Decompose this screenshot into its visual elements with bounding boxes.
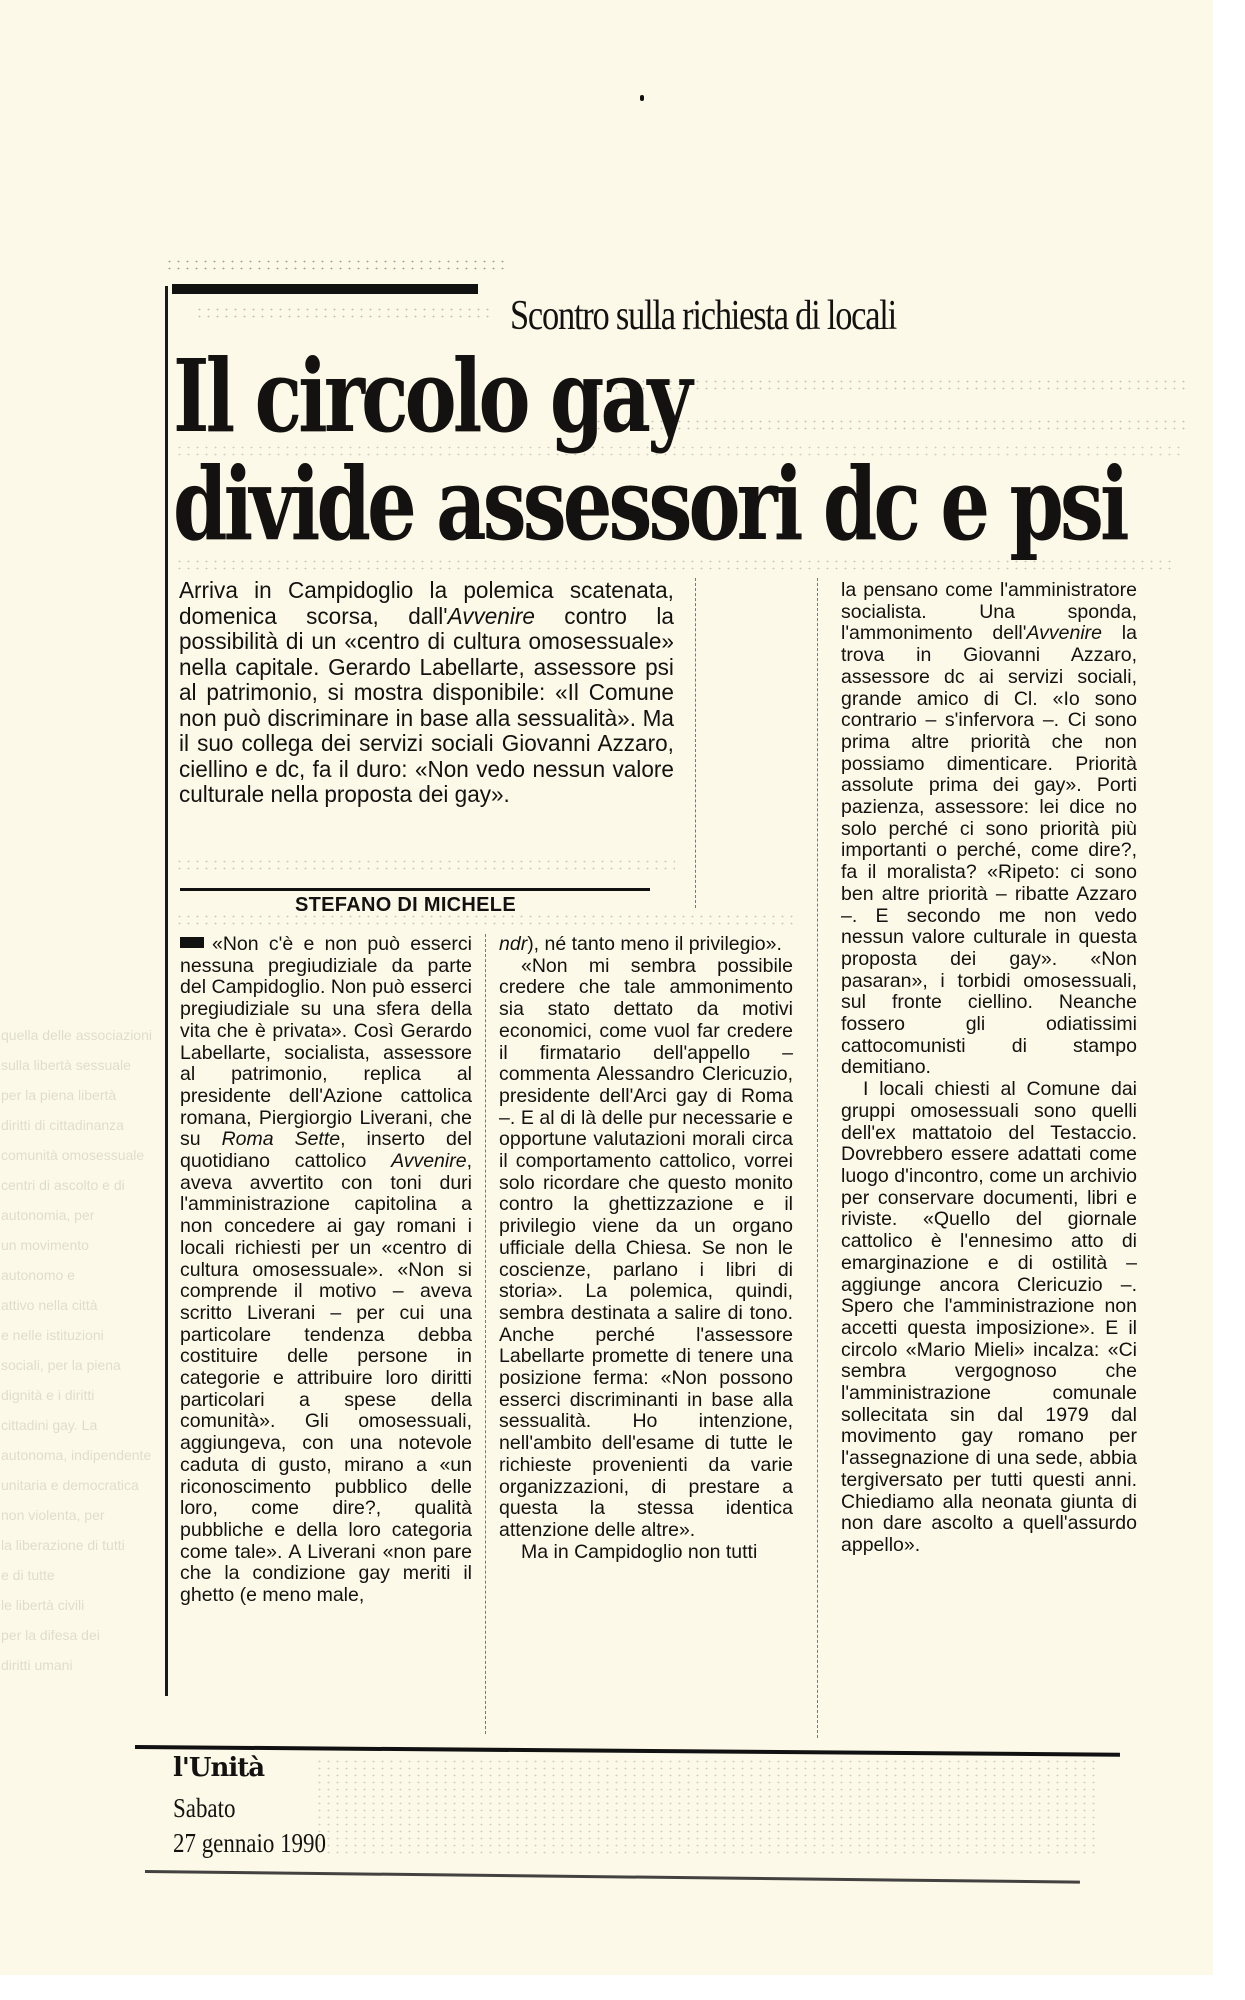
top-rule [172, 284, 478, 294]
bleed-line: unitaria e democratica [1, 1477, 139, 1493]
bleed-line: autonomia, per [1, 1207, 95, 1223]
body-column-3 [841, 580, 1137, 1557]
bleed-through-text [1, 1020, 176, 1680]
column-separator [695, 578, 696, 908]
bleed-line: e nelle istituzioni [1, 1327, 104, 1343]
paragraph-text: «Non c'è e non può esserci nessuna pregiudiziale da parte del Campidoglio. Non può esserci pregiudiziale su una sfera della vita che è privata». Così Gerardo Labellarte, socialista, assessore al patrimonio, replica al presidente dell'Azione cattolica romana, Piergiorgio Liverani, che su [180, 933, 472, 1151]
bleed-line: sociali, per la piena [1, 1357, 121, 1373]
paragraph-text: la trova in Giovanni Azzaro, assessore dc ai servizi sociali, grande amico di Cl. «Io sono contrario – s'infervora –. Ci sono prima altre priorità che non possiamo dimenticare. Priorità assolute prima dei gay». Porti pazienza, assessore: lei dice no solo perché ci sono priorità più importanti o perché, come dire?, fa il moralista? «Ripeto: ci sono ben altre priorità – ribatte Azzaro –. E secondo me non vedo nessun valore culturale in questa proposta dei gay». «Non pasaran», i torbidi omosessuali, sul fronte ciellino. Neanche fossero gli odiatissimi cattocomunisti di stampo demitiano. [841, 622, 1137, 1079]
bleed-line: un movimento [1, 1237, 89, 1253]
headline-line-1: Il circolo gay [173, 337, 689, 455]
paragraph-text: ), né tanto meno il privilegio». [527, 933, 782, 955]
print-noise [175, 858, 675, 872]
lead-italic-avvenire: Avvenire [447, 602, 535, 629]
bleed-line: le libertà civili [1, 1597, 85, 1613]
clipping-border [165, 286, 168, 1696]
print-noise [165, 258, 505, 272]
lead-text: Arriva in Campidoglio la polemica scatenata, domenica scorsa, dall' [179, 577, 674, 629]
bleed-line: non violenta, per [1, 1507, 105, 1523]
kicker: Scontro sulla richiesta di locali [510, 293, 896, 339]
paragraph [180, 934, 472, 1607]
bleed-line: diritti di cittadinanza [1, 1117, 124, 1133]
bleed-line: attivo nella città [1, 1297, 98, 1313]
paragraph-text: la pensano come l'amministratore socialista. Una sponda, l'ammonimento dell' [841, 579, 1137, 645]
paragraph [841, 580, 1137, 1079]
bleed-line: per la piena libertà [1, 1087, 117, 1103]
paragraph-text: , inserto del quotidiano cattolico [180, 1128, 473, 1173]
bleed-line: autonoma, indipendente [1, 1447, 152, 1463]
stray-ink-mark [640, 95, 644, 101]
print-noise [315, 1758, 1095, 1858]
bleed-line: centri di ascolto e di [1, 1177, 125, 1193]
lead-text: contro la possibilità di un «centro di cultura omosessuale» nella capitale. Gerardo Labellarte, assessore psi al patrimonio, si mostra disponibile: «Il Comune non può discriminare in base alla sessualità». Ma il suo collega dei servizi sociali Giovanni Azzaro, ciellino e dc, fa il duro: «Non vedo nessun valore culturale nella proposta dei gay». [179, 602, 674, 807]
italic-ndr: ndr [499, 933, 528, 955]
bleed-line: sulla libertà sessuale [1, 1057, 131, 1073]
byline: STEFANO DI MICHELE [295, 894, 516, 916]
paragraph [499, 934, 793, 956]
bleed-line: e di tutte [1, 1567, 55, 1583]
bleed-line: diritti umani [1, 1657, 73, 1673]
column-separator [485, 934, 486, 1734]
bleed-line: comunità omosessuale [1, 1147, 145, 1163]
body-column-1 [180, 934, 472, 1607]
article-clipping [165, 258, 1210, 1918]
article-start-marker [180, 937, 204, 948]
column-separator [817, 578, 818, 1738]
bleed-line: la liberazione di tutti [1, 1537, 125, 1553]
headline-line-2: divide assessori dc e psi [173, 445, 1126, 563]
italic-avvenire: Avvenire [391, 1150, 467, 1173]
bleed-line: per la difesa dei [1, 1627, 100, 1643]
paragraph: I locali chiesti al Comune dai gruppi omosessuali sono quelli dell'ex mattatoio del Testaccio. Dovrebbero essere adattati come luogo d'incontro, come un archivio per conservare documenti, libri e riviste. «Quello del giornale cattolico è l'ennesimo atto di emarginazione e di ostilità – aggiunge ancora Clericuzio –. Spero che l'amministrazione non accetti questa imposizione». E il circolo «Mario Mieli» incalza: «Ci sembra vergognoso che l'amministrazione comunale sollecitata sin dal 1979 dal movimento gay romano per l'assegnazione di una sede, abbia tergiversato per tutti questi anni. Chiediamo alla neonata giunta di non dare ascolto a quell'assurdo appello». [841, 1078, 1137, 1556]
publication-date: 27 gennaio 1990 [173, 1828, 326, 1858]
bleed-line: autonomo e [1, 1267, 75, 1283]
publication-day: Sabato [173, 1793, 236, 1823]
body-column-2 [499, 934, 793, 1563]
print-noise [195, 306, 495, 320]
italic-roma-sette: Roma Sette [221, 1128, 341, 1151]
footer-rule-bottom [145, 1870, 1080, 1884]
paragraph: «Non mi sembra possibile credere che tale ammonimento sia stato dettato da motivi economici, come vuol far credere il firmatario dell'appello – commenta Alessandro Clericuzio, presidente dell'Arci gay di Roma –. E al di là delle pur necessarie e opportune valutazioni morali circa il comportamento cattolico, vorrei solo ricordare che questo monito contro la ghettizzazione e il privilegio viene da un organo ufficiale della Chiesa. Se non le coscienze, parlano i libri di storia». La polemica, quindi, sembra destinata a salire di tono. Anche perché l'assessore Labellarte promette di tenere una posizione ferma: «Non possono esserci discriminanti in base alla sessualità. Ho intenzione, nell'ambito dell'esame di tutte le richieste provenienti da varie organizzazioni, di prestare a questa la stessa identica attenzione delle altre». [499, 954, 793, 1541]
newspaper-name: l'Unità [173, 1753, 265, 1783]
bleed-line: dignità e i diritti [1, 1387, 95, 1403]
footer-rule-top [135, 1745, 1120, 1757]
paragraph: Ma in Campidoglio non tutti [521, 1540, 758, 1563]
lead-paragraph [179, 578, 674, 808]
italic-avvenire: Avvenire [1026, 622, 1102, 645]
paragraph-text: , aveva avvertito con toni duri l'amministrazione capitolina a non concedere ai gay romani i locali richiesti per un «centro di cultura omosessuale». «Non si comprende il motivo – aveva scritto Liverani – per cui una particolare tendenza debba costituire delle persone in categorie e attribuire loro diritti particolari a spese della comunità». Gli omosessuali, aggiungeva, con una notevole caduta di gusto, mirano a «un riconoscimento pubblico delle loro, come dire?, qualità pubbliche e della loro categoria come tale». A Liverani «non pare che la condizione gay meriti il ghetto (e meno male, [180, 1150, 472, 1607]
bleed-line: quella delle associazioni [1, 1027, 152, 1043]
byline-rule [180, 888, 650, 891]
bleed-line: cittadini gay. La [1, 1417, 98, 1433]
